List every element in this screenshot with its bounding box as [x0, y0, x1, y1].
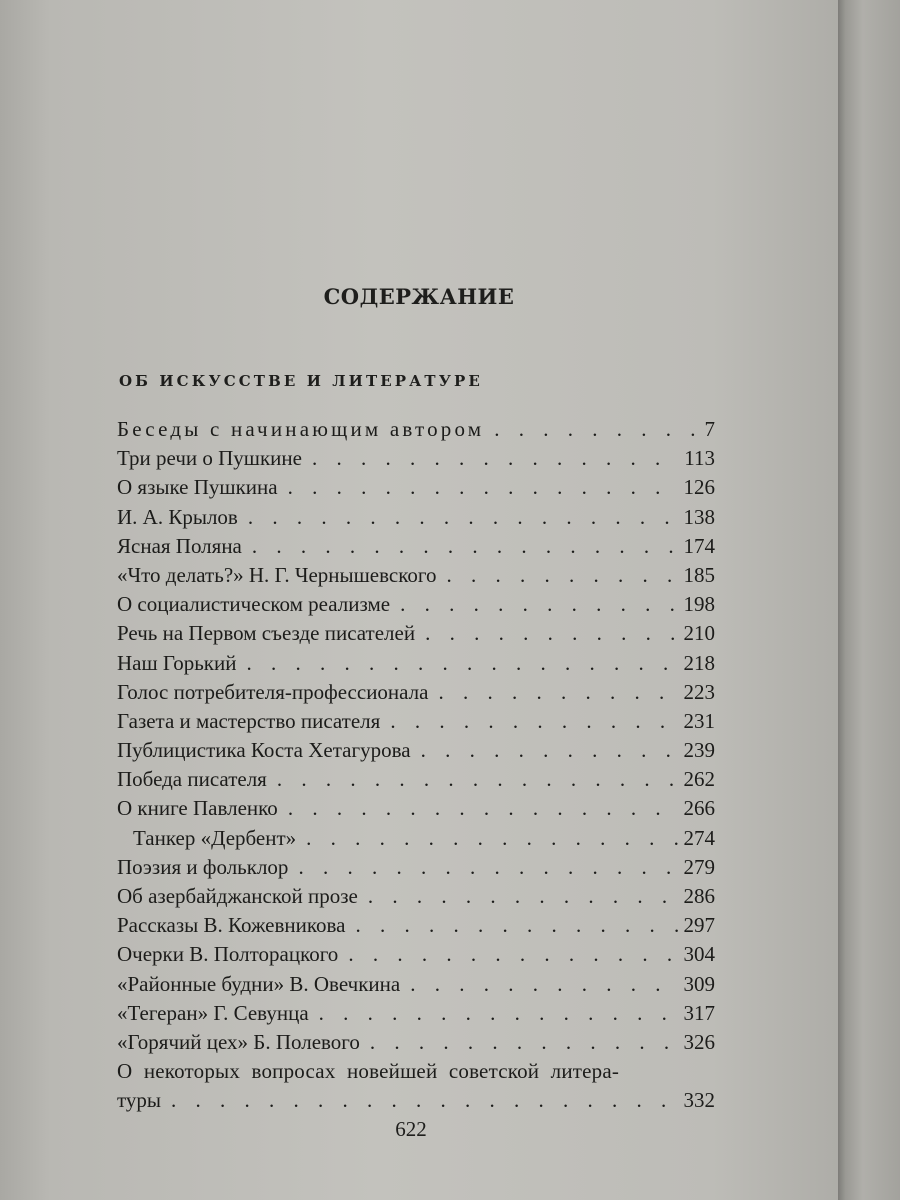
toc-leader-dots: [306, 826, 677, 851]
toc-entry: [117, 446, 715, 475]
toc-entry-page: 126: [683, 475, 715, 500]
toc-leader-dots: [312, 446, 678, 471]
toc-leader-dots: [171, 1088, 677, 1113]
toc-leader-dots: [400, 592, 677, 617]
toc-entry-page: 297: [683, 913, 715, 938]
toc-leader-dots: [410, 972, 677, 997]
toc-entry-page: 266: [683, 796, 715, 821]
toc-entry-title: Рассказы В. Кожевникова: [117, 913, 346, 938]
toc-entry-title: туры: [117, 1088, 162, 1113]
toc-leader-dots: [298, 855, 677, 880]
toc-entry: [117, 621, 715, 650]
toc-entry-page: 286: [683, 884, 715, 908]
toc-entry: [117, 417, 715, 446]
toc-entry: [117, 1030, 715, 1059]
toc-entry-page: 279: [683, 854, 715, 879]
toc-entry: [117, 942, 715, 971]
toc-leader-dots: [438, 680, 677, 705]
toc-leader-dots: [348, 942, 677, 967]
toc-entry-page: 138: [683, 504, 715, 529]
toc-entry-title: Три речи о Пушкине: [117, 446, 302, 471]
toc-entry: [117, 534, 715, 563]
toc-entry: [117, 1001, 715, 1030]
toc-entry-page: 210: [683, 621, 715, 646]
toc-leader-dots: [319, 1001, 678, 1026]
toc-entry-title: Голос потребителя-профессионала: [117, 679, 429, 704]
toc-entry-page: 274: [683, 825, 715, 850]
toc-entry: [117, 1088, 715, 1117]
toc-entry-title: О книге Павленко: [117, 796, 278, 821]
toc-leader-dots: [368, 884, 678, 909]
toc-entry-title: Наш Горький: [117, 650, 237, 675]
section-heading: ОБ ИСКУССТВЕ И ЛИТЕРАТУРЕ: [119, 372, 483, 390]
toc-leader-dots: [252, 534, 678, 559]
toc-entry: [117, 796, 715, 825]
toc-entry-title: Публицистика Коста Хетагурова: [117, 738, 411, 763]
toc-entry-page: 332: [683, 1088, 715, 1113]
toc-entry: [117, 680, 715, 709]
toc-entry-page: 239: [683, 738, 715, 763]
toc-entry-title: Очерки В. Полторацкого: [117, 942, 339, 967]
toc-leader-dots: [421, 738, 678, 763]
toc-entry-page: 326: [683, 1029, 715, 1054]
toc-leader-dots: [246, 651, 677, 676]
toc-entry-title: О некоторых вопросах новейшей советской литера-: [117, 1059, 620, 1084]
toc-entry-title: Беседы с начинающим автором: [117, 417, 485, 441]
toc-entry-page: 262: [683, 767, 715, 792]
toc-entry: [117, 475, 715, 504]
toc-entry: [117, 826, 715, 855]
toc-entry: [117, 884, 715, 913]
toc-leader-dots: [446, 563, 677, 588]
toc-entry-title: «Что делать?» Н. Г. Чернышевского: [117, 562, 437, 587]
toc-entry-title: О языке Пушкина: [117, 475, 278, 500]
toc-entry-title: О социалистическом реализме: [117, 592, 391, 617]
toc-entry-page: 304: [683, 942, 715, 967]
toc-entry-page: 113: [684, 446, 715, 471]
toc-entry-page: 218: [683, 650, 715, 675]
toc-entry: [117, 651, 715, 680]
bleed-through-text: [60, 0, 820, 240]
adjacent-page-edge: [838, 0, 900, 1200]
toc-entry: [117, 592, 715, 621]
toc-leader-dots: [288, 475, 678, 500]
toc-entry-page: 185: [683, 562, 715, 587]
toc-leader-dots: [288, 796, 678, 821]
toc-entry: [117, 505, 715, 534]
toc-entry: [117, 767, 715, 796]
toc-leader-dots: [390, 709, 677, 734]
toc-entry-title: И. А. Крылов: [117, 504, 238, 529]
page-number: 622: [395, 1117, 427, 1141]
toc-entry-page: 198: [683, 592, 715, 617]
page-title: СОДЕРЖАНИЕ: [323, 284, 515, 309]
toc-leader-dots: [370, 1030, 678, 1055]
toc-entry-title: Танкер «Дербент»: [133, 825, 297, 850]
toc-entry: [117, 913, 715, 942]
toc-leader-dots: [425, 621, 677, 646]
toc-entry-page: 231: [683, 708, 715, 733]
toc-entry-title: «Районные будни» В. Овечкина: [117, 971, 401, 996]
toc-entry-page: 309: [683, 971, 715, 996]
toc-leader-dots: [277, 767, 678, 792]
toc-entry-page: 174: [683, 533, 715, 558]
toc-entry-page: 7: [704, 417, 715, 441]
toc-entry-title: Об азербайджанской прозе: [117, 884, 358, 908]
toc-entry: [117, 1059, 715, 1088]
toc-entry-title: Газета и мастерство писателя: [117, 708, 381, 733]
toc-entry-page: 223: [683, 679, 715, 704]
toc-entry-title: «Тегеран» Г. Севунца: [117, 1000, 309, 1025]
toc-entry-title: Речь на Первом съезде писателей: [117, 621, 416, 646]
toc-entry: [117, 855, 715, 884]
toc-entry-title: Ясная Поляна: [117, 533, 242, 558]
toc-leader-dots: [248, 505, 678, 530]
toc-leader-dots: [356, 913, 678, 938]
toc-entry-title: Победа писателя: [117, 767, 267, 792]
toc-entry-page: 317: [683, 1000, 715, 1025]
toc-entry: [117, 709, 715, 738]
toc-leader-dots: [494, 417, 698, 442]
toc-entry: [117, 738, 715, 767]
toc-entry-title: «Горячий цех» Б. Полевого: [117, 1029, 360, 1054]
toc-entry-title: Поэзия и фольклор: [117, 854, 289, 879]
toc-entry: [117, 972, 715, 1001]
table-of-contents: [117, 417, 715, 1118]
toc-entry: [117, 563, 715, 592]
